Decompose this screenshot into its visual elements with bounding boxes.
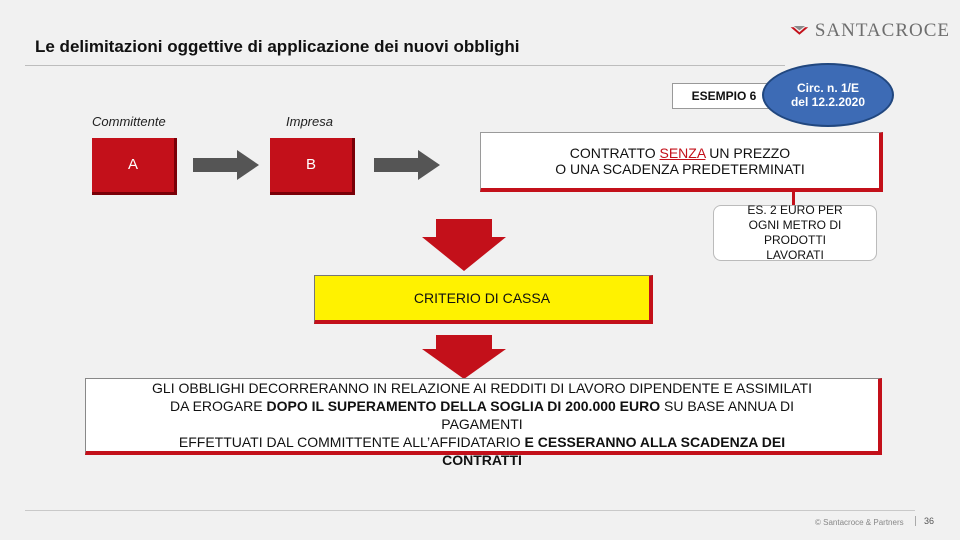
obligations-text: SU BASE ANNUA DI xyxy=(660,398,794,414)
example-note-line: PRODOTTI xyxy=(764,233,826,247)
obligations-box xyxy=(85,378,882,468)
example-note-line: ES. 2 EURO PER xyxy=(747,203,843,217)
arrow-right-icon xyxy=(193,150,261,180)
example-note-line: OGNI METRO DI xyxy=(748,218,842,232)
circular-number: Circ. n. 1/E xyxy=(796,81,860,95)
arrow-down-icon xyxy=(422,219,506,271)
example-note xyxy=(713,205,877,261)
obligations-line-3: PAGAMENTI xyxy=(441,416,523,432)
party-b-box: B xyxy=(270,138,355,195)
page-title: Le delimitazioni oggettive di applicazione dei nuovi obblighi xyxy=(35,37,520,56)
committente-label: Committente xyxy=(92,114,166,129)
obligations-line-2 xyxy=(86,397,878,415)
circular-reference-badge xyxy=(762,63,894,127)
contract-suffix: UN PREZZO xyxy=(705,144,791,161)
contract-line-2: O UNA SCADENZA PREDETERMINATI xyxy=(555,160,805,177)
impresa-label: Impresa xyxy=(286,114,333,129)
page-number: 36 xyxy=(915,516,934,526)
obligations-line-1: GLI OBBLIGHI DECORRERANNO IN RELAZIONE AI REDDITI DI LAVORO DIPENDENTE E ASSIMILATI xyxy=(152,380,812,396)
contract-box xyxy=(480,132,883,192)
party-a-box: A xyxy=(92,138,177,195)
example-badge: ESEMPIO 6 xyxy=(672,83,776,109)
obligations-emphasis: DOPO IL SUPERAMENTO DELLA SOGLIA DI 200.000 EURO xyxy=(266,398,661,414)
obligations-emphasis: E CESSERANNO ALLA SCADENZA DEI xyxy=(524,434,786,450)
arrow-right-icon xyxy=(374,150,442,180)
copyright-text: © Santacroce & Partners xyxy=(815,518,904,527)
criterion-box: CRITERIO DI CASSA xyxy=(314,275,653,324)
logo xyxy=(790,18,950,44)
obligations-line-4 xyxy=(86,433,878,451)
obligations-text: DA EROGARE xyxy=(170,398,267,414)
obligations-text: EFFETTUATI DAL COMMITTENTE ALL’AFFIDATARIO xyxy=(178,434,525,450)
contract-line-1 xyxy=(481,145,879,161)
footer-divider xyxy=(25,510,915,511)
title-divider xyxy=(25,65,785,66)
contract-prefix: CONTRATTO xyxy=(569,144,660,161)
obligations-line-5: CONTRATTI xyxy=(442,452,522,468)
example-note-line: LAVORATI xyxy=(766,248,824,262)
arrow-down-icon xyxy=(422,335,506,379)
logo-mark-icon xyxy=(790,22,809,40)
contract-emphasis: SENZA xyxy=(659,144,706,161)
logo-text: SANTACROCE xyxy=(814,20,950,41)
circular-date: del 12.2.2020 xyxy=(790,95,866,109)
